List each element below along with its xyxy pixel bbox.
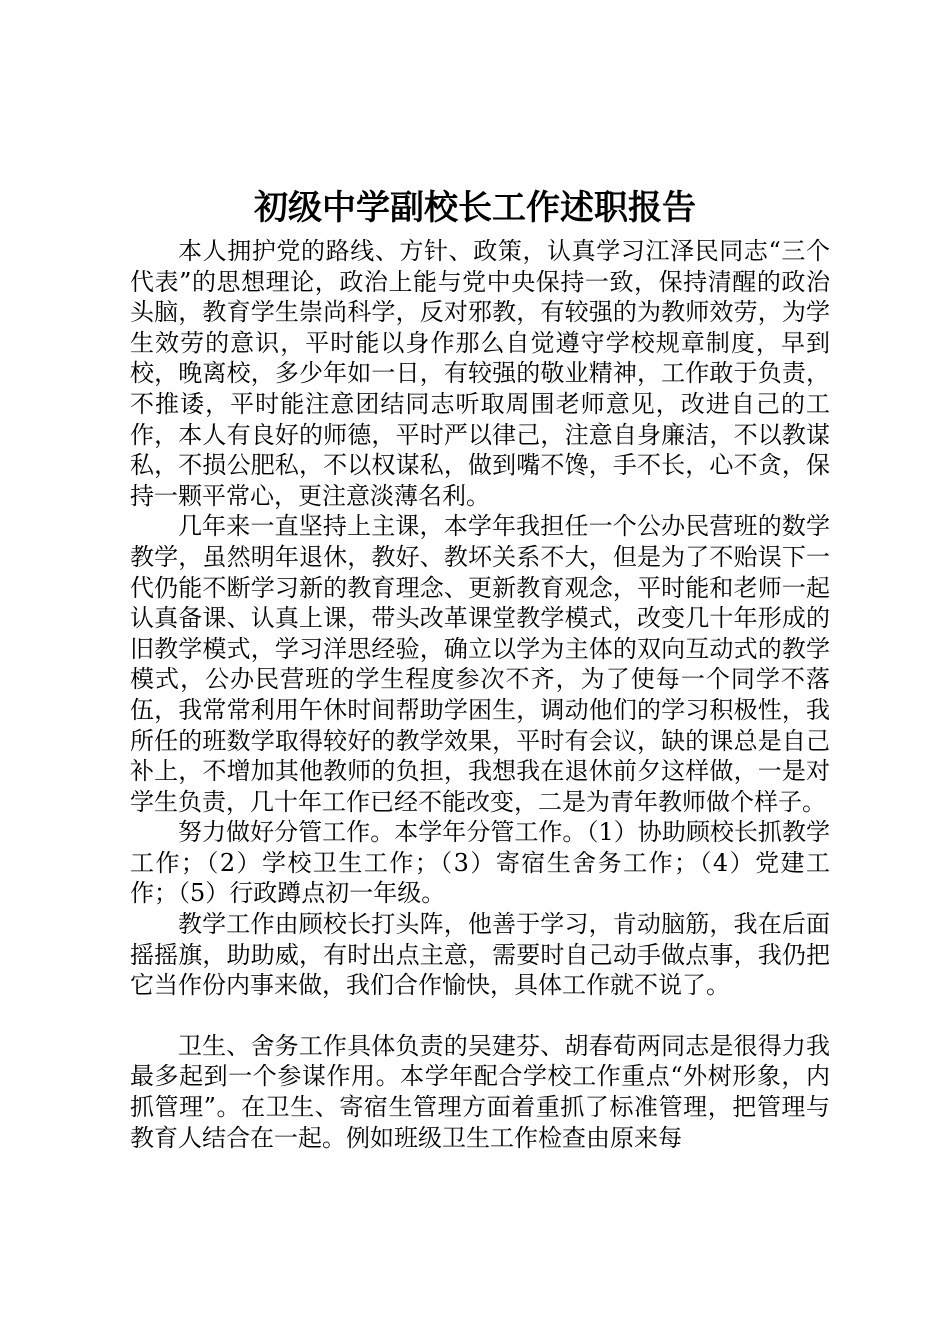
document-title: 初级中学副校长工作述职报告 [254,188,696,228]
paragraph-2: 几年来一直坚持上主课，本学年我担任一个公办民营班的数学教学，虽然明年退休，教好、教坏关系不大，但是为了不贻误下一代仍能不断学习新的教育理念、更新教育观念，平时能和老师一起认真备课、认真上课，带头改革课堂教学模式，改变几十年形成的旧教学模式，学习洋思经验，确立以学为主体的双向互动式的教学模式，公办民营班的学生程度参次不齐，为了使每一个同学不落伍，我常常利用午休时间帮助学困生，调动他们的学习积极性，我所任的班数学取得较好的教学效果，平时有会议，缺的课总是自己补上，不增加其他教师的负担，我想我在退休前夕这样做，一是对学生负责，几十年工作已经不能改变，二是为青年教师做个样子。 [130,512,830,816]
paragraph-4: 教学工作由顾校长打头阵，他善于学习，肯动脑筋，我在后面摇摇旗，助助威，有时出点主意，需要时自己动手做点事，我仍把它当作份内事来做，我们合作愉快，具体工作就不说了。 [130,910,830,1000]
paragraph-5: 卫生、舍务工作具体负责的吴建芬、胡春荀两同志是很得力我最多起到一个参谋作用。本学年配合学校工作重点“外树形象，内抓管理”。在卫生、寄宿生管理方面着重抓了标准管理，把管理与教育人结合在一起。例如班级卫生工作检查由原来每 [130,1031,830,1152]
document-body [130,236,830,1153]
paragraph-1: 本人拥护党的路线、方针、政策，认真学习江泽民同志“三个代表”的思想理论，政治上能与党中央保持一致，保持清醒的政治头脑，教育学生崇尚科学，反对邪教，有较强的为教师效劳，为学生效劳的意识，平时能以身作那么自觉遵守学校规章制度，早到校，晚离校，多少年如一日，有较强的敬业精神，工作敢于负责，不推诿，平时能注意团结同志听取周围老师意见，改进自己的工作，本人有良好的师德，平时严以律己，注意自身廉洁，不以教谋私，不损公肥私，不以权谋私，做到嘴不馋，手不长，心不贪，保持一颗平常心，更注意淡薄名利。 [130,237,830,510]
paragraph-spacer [130,1001,830,1031]
paragraph-3: 努力做好分管工作。本学年分管工作。（1）协助顾校长抓教学工作；（2）学校卫生工作；（3）寄宿生舍务工作；（4）党建工作；（5）行政蹲点初一年级。 [130,818,830,908]
